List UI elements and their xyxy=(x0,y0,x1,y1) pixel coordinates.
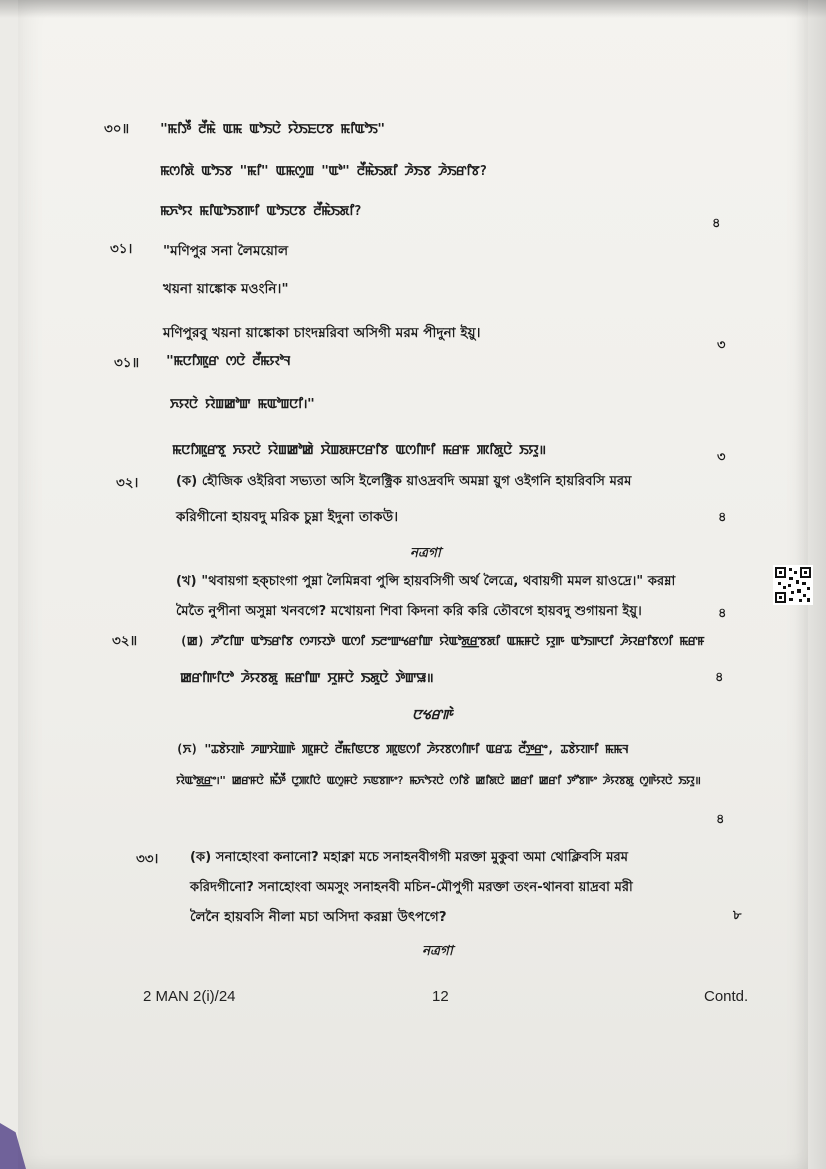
question-31-alt-line-1: "ꯃꯅꯤꯄꯨꯔ ꯁꯅꯥ ꯂꯩꯃꯌꯣꯜ xyxy=(166,354,291,369)
question-31-alt-line-3: ꯃꯅꯤꯄꯨꯔꯕꯨ ꯈꯌꯅꯥ ꯌꯥꯡꯀꯣꯀꯥ ꯆꯥꯡꯗꯝꯅꯔꯤꯕ ꯑꯁꯤꯒꯤ ꯃꯔꯝ ꯄꯤꯗꯨꯅꯥ ꯏꯌꯨ॥ xyxy=(172,443,546,458)
question-31-number: ৩১। xyxy=(110,241,133,257)
scan-top-shadow xyxy=(0,0,826,18)
question-31-alt-number: ৩১॥ xyxy=(114,355,140,371)
question-32-a-line-2: করিগীনো হায়বদু মরিক চুম্না ইদুনা তাকউ। xyxy=(176,509,399,525)
question-33-a-line-2: করিদগীনো? সনাহোংবা অমসুং সনাহনবী মচিন-মৌপুগী মরক্তা তংন-থানবা য়াদ্রবা মরী xyxy=(190,880,633,895)
question-32-alt-number: ৩২॥ xyxy=(112,633,138,649)
paper-code: 2 MAN 2(i)/24 xyxy=(143,988,236,1005)
question-33-number: ৩৩। xyxy=(136,851,159,867)
question-32-alt-or: ꯅꯠꯔꯒꯥ xyxy=(412,707,453,723)
question-33-a-mark: ৮ xyxy=(733,908,742,923)
question-32-alt-b-mark: ৪ xyxy=(716,812,725,827)
question-32-alt-b-line-2: ꯌꯥꯑꯣꯗ꯭ꯔꯦ।" ꯀꯔꯝꯅꯥ ꯃꯩꯇꯩ ꯅꯨꯄꯤꯅꯥ ꯑꯁꯨꯝꯅꯥ ꯈꯟꯕꯒꯦ? ꯃꯈꯣꯌꯅꯥ ꯁꯤꯕꯥ ꯀꯤꯗꯅꯥ ꯀꯔꯤ ꯀꯔꯤ ꯇꯧꯕꯒꯦ ꯍꯥꯌꯕꯗꯨ ꯁꯨꯒꯥꯌꯅꯥ ꯏꯌꯨ॥ xyxy=(176,774,701,787)
question-32-or: নত্রগা xyxy=(410,545,441,561)
question-33-a-line-1: (ক) সনাহোংবা কনানো? মহাক্না মচে সনাহনবীগগী মরক্তা মুকুবা অমা থোক্লিবসি মরম xyxy=(190,850,629,865)
question-30-line-3: ꯃꯈꯣꯌ ꯃꯤꯑꯣꯏꯕꯒꯤ ꯑꯣꯏꯅꯕ ꯂꯩꯃꯥꯏꯗꯤ? xyxy=(160,204,362,219)
question-30-line-1: "ꯃꯤꯇꯩ ꯂꯩꯃꯥ ꯑꯃ ꯑꯣꯏꯅꯥ ꯌꯥꯏꯐꯅꯕ ꯃꯤꯑꯣꯏ" xyxy=(160,122,385,137)
question-31-alt-mark: ৩ xyxy=(717,450,726,465)
question-31-alt-line-2: ꯈꯌꯅꯥ ꯌꯥꯡꯀꯣꯛ ꯃꯑꯣꯡꯅꯤ।" xyxy=(170,397,315,412)
question-33-or: নত্রগা xyxy=(422,943,453,959)
question-31-line-2: খয়না য়াঙ্কোক মওংনি।" xyxy=(163,281,289,297)
continued-label: Contd. xyxy=(704,988,749,1005)
question-32-alt-b-line-1: (ꯈ) "ꯊꯕꯥꯌꯒꯥ ꯍꯛꯆꯥꯡꯒꯥ ꯄꯨꯝꯅꯥ ꯂꯩꯃꯤꯟꯅꯕ ꯄꯨꯟꯁꯤ ꯍꯥꯌꯕꯁꯤꯒꯤ ꯑꯔꯊ ꯂꯩꯇ꯭ꯔꯦ, ꯊꯕꯥꯌꯒꯤ ꯃꯃꯜ xyxy=(176,742,629,756)
question-32-number: ৩২। xyxy=(116,475,139,491)
question-32-alt-a-mark: ৪ xyxy=(715,670,724,685)
question-31-mark: ৩ xyxy=(717,338,726,353)
question-30-mark: ৪ xyxy=(712,216,721,231)
question-33-a-line-3: লৈনৈ হায়বসি নীলা মচা অসিদা করম্না উৎপগে? xyxy=(190,909,447,925)
page-number: 12 xyxy=(432,988,449,1005)
question-32-b-mark: ৪ xyxy=(718,606,727,621)
question-32-a-line-1: (ক) হৌজিক ওইরিবা সভ্যতা অসি ইলেক্ট্রিক য়াওদ্রবদি অমম্না য়ুগ ওইগনি হায়রিবসি মরম xyxy=(176,474,632,489)
qr-code-icon xyxy=(773,565,813,605)
question-32-b-line-1: (খ) "থবায়গা হক্চাংগা পুম্না লৈমিন্নবা পুন্সি হায়বসিগী অর্থ লৈত্রে, থবায়গী মমল য়াওদ্রে।" করম্না xyxy=(176,574,676,589)
question-32-alt-a-line-1: (ꯀ) ꯍꯧꯖꯤꯛ ꯑꯣꯏꯔꯤꯕ ꯁꯚꯌꯇꯥ ꯑꯁꯤ ꯏꯂꯦꯛꯠꯔꯤꯛ ꯌꯥꯑꯣꯗ꯭ꯔꯕꯗꯤ ꯑꯃꯝꯅꯥ ꯌꯨꯒ ꯑꯣꯏꯒꯅꯤ ꯍꯥꯌꯔꯤꯕꯁꯤ ꯃꯔꯝ xyxy=(180,634,705,648)
question-32-a-mark: ৪ xyxy=(718,510,727,525)
question-32-alt-a-line-2: ꯀꯔꯤꯒꯤꯅꯣ ꯍꯥꯌꯕꯗꯨ ꯃꯔꯤꯛ ꯆꯨꯝꯅꯥ ꯏꯗꯨꯅꯥ ꯇꯥꯛꯎ॥ xyxy=(180,671,434,686)
question-32-b-line-2: মৈতৈ নুপীনা অসুম্না খনবগে? মখোয়না শিবা কিদনা করি করি তৌবগে হায়বদু শুগায়না ইয়ু। xyxy=(176,604,642,619)
question-30-line-2: ꯃꯁꯤꯗꯥ ꯑꯣꯏꯕ "ꯃꯤ" ꯑꯃꯁꯨꯡ "ꯑꯣ" ꯂꯩꯃꯥꯏꯗꯤ ꯍꯥꯏꯕ ꯍꯥꯏꯔꯤꯕ? xyxy=(160,164,487,179)
question-30-number: ৩০॥ xyxy=(104,121,130,137)
question-31-line-3: মণিপুরবু খয়না য়াঙ্কোকা চাংদম্নরিবা অসিগী মরম পীদুনা ইয়ু। xyxy=(163,325,481,341)
question-31-line-1: "মণিপুর সনা লৈময়োল xyxy=(163,243,289,259)
